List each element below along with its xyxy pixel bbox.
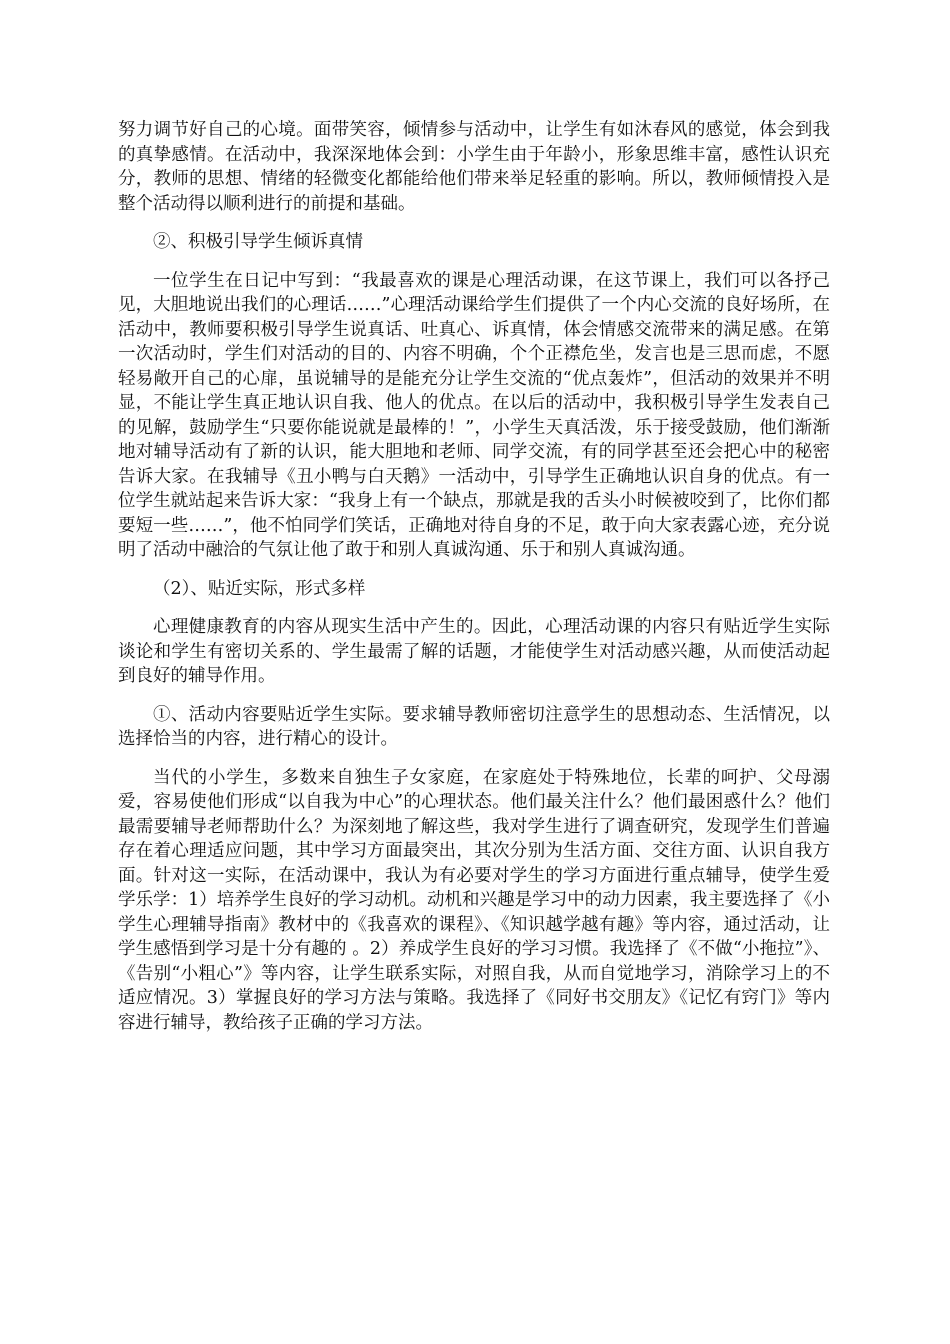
paragraph-diary: 一位学生在日记中写到：“我最喜欢的课是心理活动课，在这节课上，我们可以各抒己见，大胆地说出我们的心理话……”心理活动课给学生们提供了一个内心交流的良好场所，在活动中，教师要积极引导学生说真话、吐真心、诉真情，体会情感交流带来的满足感。在第一次活动时，学生们对活动的目的、内容不明确，个个正襟危坐，发言也是三思而虑，不愿轻易敞开自己的心扉，虽说辅导的是能充分让学生交流的“优点轰炸”，但活动的效果并不明显，不能让学生真正地认识自我、他人的优点。在以后的活动中，我积极引导学生发表自己的见解，鼓励学生“只要你能说就是最棒的！”，小学生天真活泼，乐于接受鼓励，他们渐渐地对辅导活动有了新的认识，能大胆地和老师、同学交流，有的同学甚至还会把心中的秘密告诉大家。在我辅导《丑小鸭与白天鹅》一活动中，引导学生正确地认识自身的优点。有一位学生就站起来告诉大家：“我身上有一个缺点，那就是我的舌头小时候被咬到了，比你们都要短一些……”，他不怕同学们笑话，正确地对待自身的不足，敢于向大家表露心迹，充分说明了活动中融洽的气氛让他了敢于和别人真诚沟通、乐于和别人真诚沟通。 bbox=[118, 270, 830, 560]
section-heading-practical: （2）、贴近实际，形式多样 bbox=[153, 578, 366, 599]
document-page bbox=[118, 118, 830, 1049]
paragraph-activity-content: ①、活动内容要贴近学生实际。要求辅导教师密切注意学生的思想动态、生活情况，以选择恰当的内容，进行精心的设计。 bbox=[118, 704, 830, 749]
subheading-guide-students: ②、积极引导学生倾诉真情 bbox=[153, 232, 363, 252]
paragraph-modern-students: 当代的小学生，多数来自独生子女家庭，在家庭处于特殊地位，长辈的呵护、父母溺爱，容易使他们形成“以自我为中心”的心理状态。他们最关注什么？他们最困惑什么？他们最需要辅导老师帮助什么？为深刻地了解这些，我对学生进行了调查研究，发现学生们普遍存在着心理适应问题，其中学习方面最突出，其次分别为生活方面、交往方面、认识自我方面。针对这一实际，在活动课中，我认为有必要对学生的学习方面进行重点辅导，使学生爱学乐学：1）培养学生良好的学习动机。动机和兴趣是学习中的动力因素，我主要选择了《小学生心理辅导指南》教材中的《我喜欢的课程》、《知识越学越有趣》等内容，通过活动，让学生感悟到学习是十分有趣的 。2）养成学生良好的学习习惯。我选择了《不做“小拖拉”》、《告别“小粗心”》等内容，让学生联系实际，对照自我，从而自觉地学习，消除学习上的不适应情况。3）掌握良好的学习方法与策略。我选择了《同好书交朋友》《记忆有窍门》等内容进行辅导，教给孩子正确的学习方法。 bbox=[118, 767, 830, 1033]
paragraph-content-source: 心理健康教育的内容从现实生活中产生的。因此，心理活动课的内容只有贴近学生实际谈论和学生有密切关系的、学生最需了解的话题，才能使学生对活动感兴趣，从而使活动起到良好的辅导作用。 bbox=[118, 617, 830, 686]
paragraph-intro: 努力调节好自己的心境。面带笑容，倾情参与活动中，让学生有如沐春风的感觉，体会到我的真挚感情。在活动中，我深深地体会到：小学生由于年龄小，形象思维丰富，感性认识充分，教师的思想、情绪的轻微变化都能给他们带来举足轻重的影响。所以，教师倾情投入是整个活动得以顺利进行的前提和基础。 bbox=[118, 120, 830, 214]
